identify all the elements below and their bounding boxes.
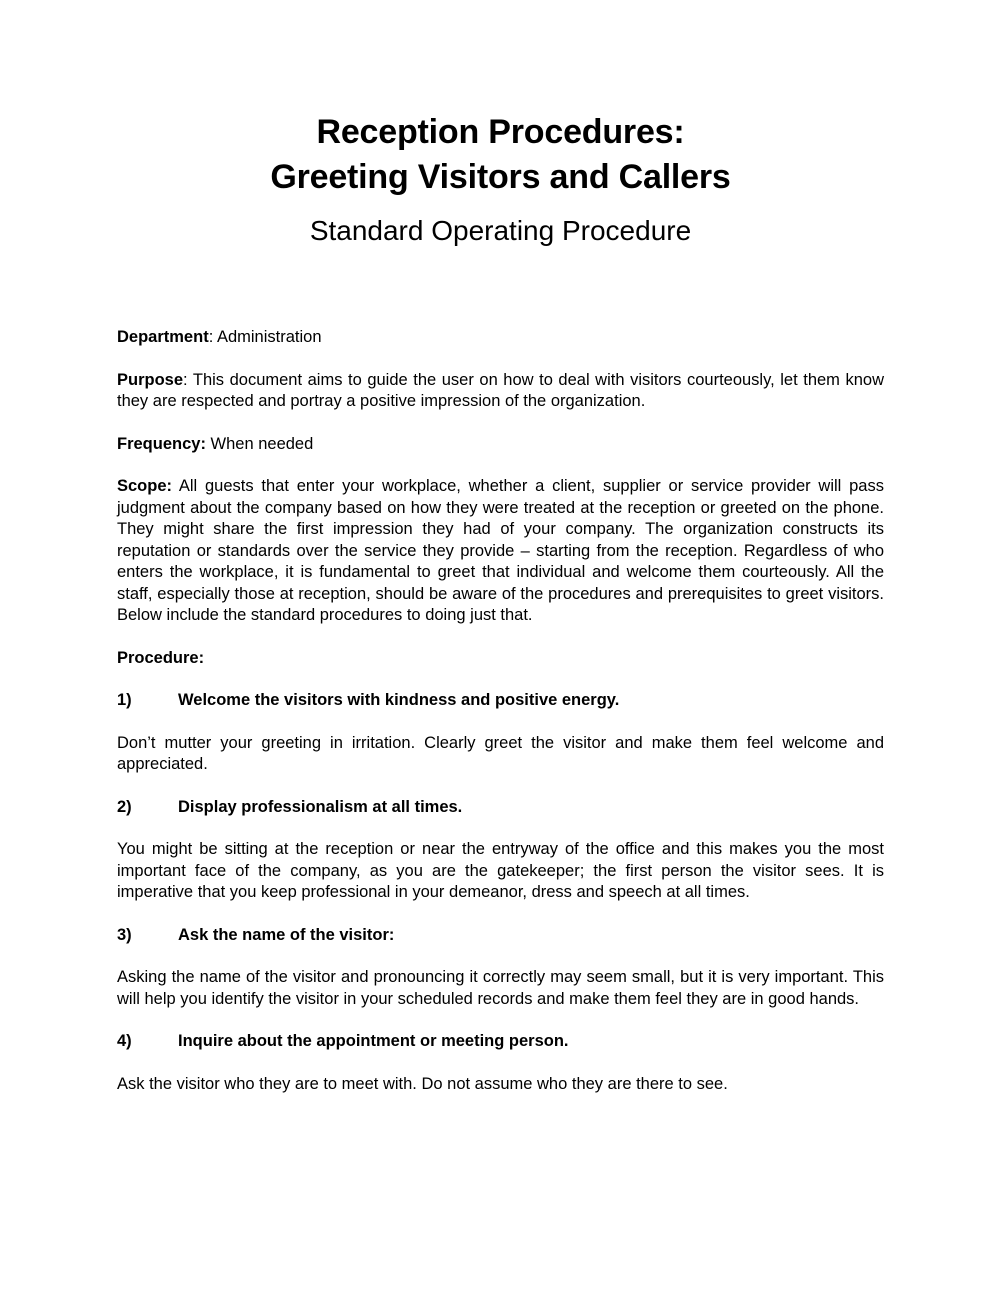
procedure-step-3-body: Asking the name of the visitor and pronouncing it correctly may seem small, but it is very important. This will help you identify the visitor in your scheduled records and make them feel they are in good hands. <box>117 968 884 1008</box>
meta-scope-separator <box>172 477 179 495</box>
meta-department <box>117 327 884 349</box>
procedure-step-3-number: 3) <box>117 925 132 944</box>
meta-purpose-separator: : <box>183 370 193 389</box>
procedure-step-2-title: Display professionalism at all times. <box>178 797 463 816</box>
page-title <box>117 110 884 200</box>
procedure-step-4-heading <box>117 1031 884 1053</box>
procedure-step-3-heading <box>117 925 884 947</box>
procedure-step-2-number: 2) <box>117 797 132 816</box>
page-subtitle: Standard Operating Procedure <box>309 215 692 246</box>
meta-purpose-label: Purpose <box>117 370 184 389</box>
title-block <box>117 0 884 250</box>
procedure-step-1-number: 1) <box>117 691 132 709</box>
procedure-step-4-number: 4) <box>117 1032 132 1050</box>
procedure-step-3-title: Ask the name of the visitor: <box>178 925 395 944</box>
procedure-step-1-heading <box>117 690 884 712</box>
meta-department-label: Department <box>117 328 209 346</box>
procedure-step-2-heading <box>117 797 884 819</box>
body-block <box>117 327 884 1095</box>
meta-frequency <box>117 434 884 456</box>
procedure-step-2-body: You might be sitting at the reception or near the entryway of the office and this makes you the most important face of the company, as you are the gatekeeper; the first person the visitor sees. It is imperative that you keep professional in your demeanor, dress and speech at all times. <box>117 840 884 901</box>
page-title-line-2: Greeting Visitors and Callers <box>270 158 731 196</box>
procedure-step-1-body: Don’t mutter your greeting in irritation. Clearly greet the visitor and make them feel welcome and appreciated. <box>117 733 884 773</box>
meta-frequency-value: When needed <box>210 434 314 453</box>
procedure-step-4-title: Inquire about the appointment or meeting person. <box>178 1032 569 1050</box>
procedure-step-4-body: Ask the visitor who they are to meet with. Do not assume who they are there to see. <box>117 1074 728 1093</box>
meta-scope-value: All guests that enter your workplace, whether a client, supplier or service provider will pass judgment about the company based on how they were treated at the reception or greeted on the phone. They might share the first impression they had of your company. The organization constructs its reputation or standards over the service they provide – starting from the reception. Regardless of who enters the workplace, it is fundamental to greet that individual and welcome them courteously. All the staff, especially those at reception, should be aware of the procedures and prerequisites to greet visitors. Below include the standard procedures to doing just that. <box>117 477 884 624</box>
procedure-step-1-title: Welcome the visitors with kindness and positive energy. <box>178 691 620 709</box>
page-title-line-1: Reception Procedures: <box>316 113 685 151</box>
procedure-heading: Procedure: <box>117 648 205 667</box>
meta-department-separator: : <box>208 328 217 346</box>
document-content <box>117 0 884 1116</box>
meta-purpose <box>117 370 884 413</box>
meta-frequency-label: Frequency: <box>117 434 206 453</box>
meta-purpose-value: This document aims to guide the user on how to deal with visitors courteously, let them know they are respected and portray a positive impression of the organization. <box>117 370 884 410</box>
meta-scope-label: Scope: <box>117 477 173 495</box>
meta-department-value: Administration <box>216 328 322 346</box>
meta-scope <box>117 476 884 627</box>
